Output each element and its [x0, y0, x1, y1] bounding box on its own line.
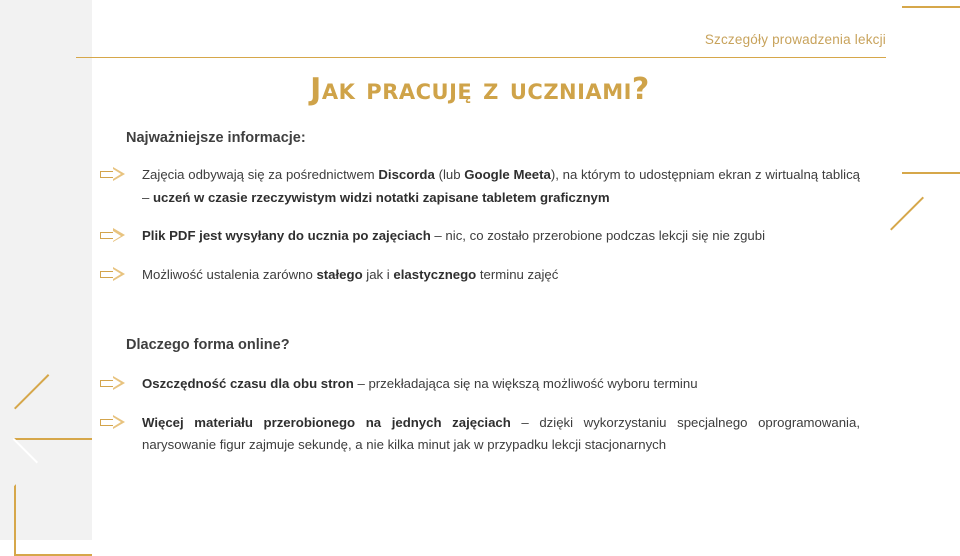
section-heading-online: Dlaczego forma online?: [126, 336, 290, 353]
bullet-list-info: [100, 164, 860, 287]
slide-header-label: Szczegóły prowadzenia lekcji: [704, 32, 886, 47]
list-item-text: Więcej materiału przerobionego na jednych zajęciach – dzięki wykorzystaniu specjalnego oprogramowania, narysowanie figur zajmuje sekundę, a nie kilka minut jak w przypadku lekcji stacjonarnych: [142, 414, 860, 453]
list-item-text: Zajęcia odbywają się za pośrednictwem Discorda (lub Google Meeta), na którym to udostępniam ekran z wirtualną tablicą – uczeń w czasie rzeczywistym widzi notatki zapisane tabletem graficznym: [142, 167, 861, 205]
slide-content: [100, 130, 860, 473]
arrow-right-icon: [100, 415, 126, 431]
list-item: [100, 164, 860, 209]
page-title: Jak pracuję z uczniami?: [310, 72, 650, 107]
right-corner-bevel: [858, 164, 924, 230]
section-heading-info: Najważniejsze informacje:: [126, 130, 306, 146]
list-item: [100, 264, 860, 287]
arrow-right-icon: [100, 228, 126, 244]
header-divider-rule: [76, 57, 886, 58]
bullet-list-online: [100, 373, 860, 457]
list-item-text: Plik PDF jest wysyłany do ucznia po zajęciach – nic, co zostało przerobione podczas lekcji się nie zgubi: [142, 228, 766, 244]
list-item: [100, 373, 860, 396]
arrow-right-icon: [100, 376, 126, 392]
left-hexagon-outline: [14, 438, 92, 556]
list-item: [100, 225, 860, 248]
list-item-text: Możliwość ustalenia zarówno stałego jak i elastycznego terminu zajęć: [142, 267, 559, 283]
list-item-text: Oszczędność czasu dla obu stron – przekładająca się na większą możliwość wyboru terminu: [142, 375, 698, 391]
arrow-right-icon: [100, 267, 126, 283]
list-item: [100, 412, 860, 457]
section-spacer: [100, 303, 860, 337]
arrow-right-icon: [100, 167, 126, 183]
